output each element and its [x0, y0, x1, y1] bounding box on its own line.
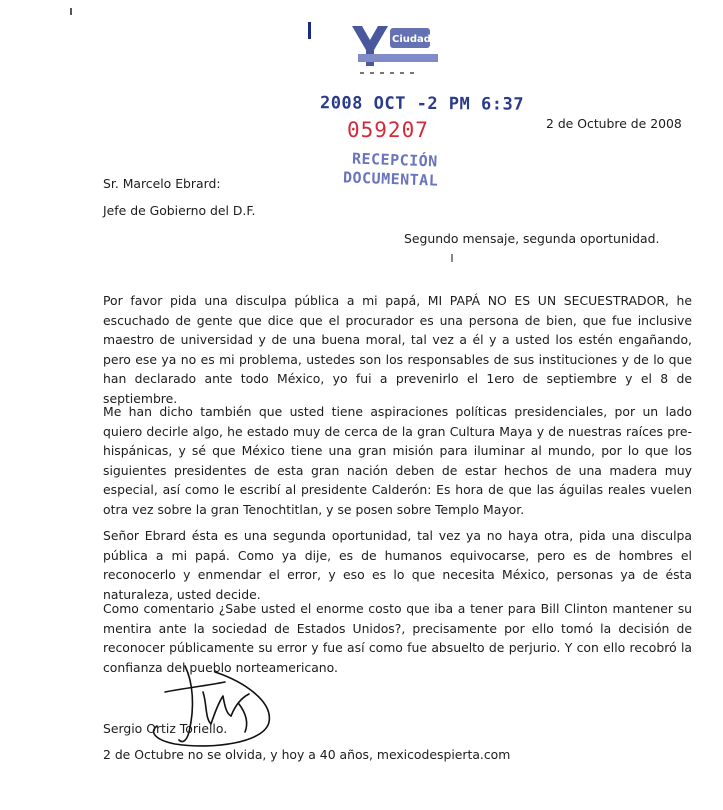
- letter-subtitle: Segundo mensaje, segunda oportunidad.: [404, 231, 660, 246]
- reception-stamp-line1: RECEPCIÓN: [351, 149, 439, 171]
- government-logo-stamp: [300, 10, 460, 82]
- letter-date: 2 de Octubre de 2008: [546, 116, 682, 131]
- body-paragraph: Como comentario ¿Sabe usted el enorme costo que iba a tener para Bill Clinton mantener su mentira ante la sociedad de Estados Unidos?, precisamente por ello tomó la decisión de reconocer públicamente su error y fue así como fue absuelto de perjurio. Y con ello recobró la confianza del pueblo norteamericano.: [103, 601, 692, 675]
- body-paragraph: Señor Ebrard ésta es una segunda oportunidad, tal vez ya no haya otra, pida una disculpa pública a mi papá. Como ya dije, es de humanos equivocarse, pero es de hombres el reconocerlo y enmendar el error, y eso es lo que necesita México, personas ya de ésta naturaleza, usted decide.: [103, 528, 692, 602]
- signatory-name: Sergio Ortiz Toriello.: [103, 721, 228, 736]
- body-paragraph: Me han dicho también que usted tiene aspiraciones políticas presidenciales, por un lado quiero decirle algo, he estado muy de cerca de la gran Cultura Maya y de nuestras raíces pre-hispánicas, y sé que México tiene una gran misión para iluminar al mundo, por lo que los siguientes presidentes de esta gran nación deben de estar hechos de una madera muy especial, así como le escribí al presidente Calderón: Es hora de que las águilas reales vuelen otra vez sobre la gran Tenochtitlan, y se posen sobre Templo Mayor.: [103, 404, 692, 517]
- recipient-name: Sr. Marcelo Ebrard:: [103, 176, 221, 191]
- scan-mark: [451, 254, 453, 262]
- received-datetime-stamp: 2008 OCT -2 PM 6:37: [319, 93, 525, 115]
- body-paragraph: Por favor pida una disculpa pública a mi papá, MI PAPÁ NO ES UN SECUESTRADOR, he escuchado de gente que dice que el procurador es una persona de bien, que fue inclusive maestro de universidad y de una buena moral, tal vez a él y a usted los estén engañando, pero ese ya no es mi problema, ustedes son los responsables de sus instituciones y de lo que han declarado ante todo México, yo fui a prevenirlo el 1ero de septiembre y el 8 de septiembre.: [103, 293, 692, 406]
- scan-mark: [70, 8, 72, 15]
- closing-line: 2 de Octubre no se olvida, y hoy a 40 años, mexicodespierta.com: [103, 747, 511, 762]
- folio-number-stamp: 059207: [347, 118, 429, 142]
- recipient-title: Jefe de Gobierno del D.F.: [103, 203, 256, 218]
- logo-text: Ciudad: [392, 34, 431, 45]
- reception-stamp-line2: DOCUMENTAL: [342, 168, 439, 190]
